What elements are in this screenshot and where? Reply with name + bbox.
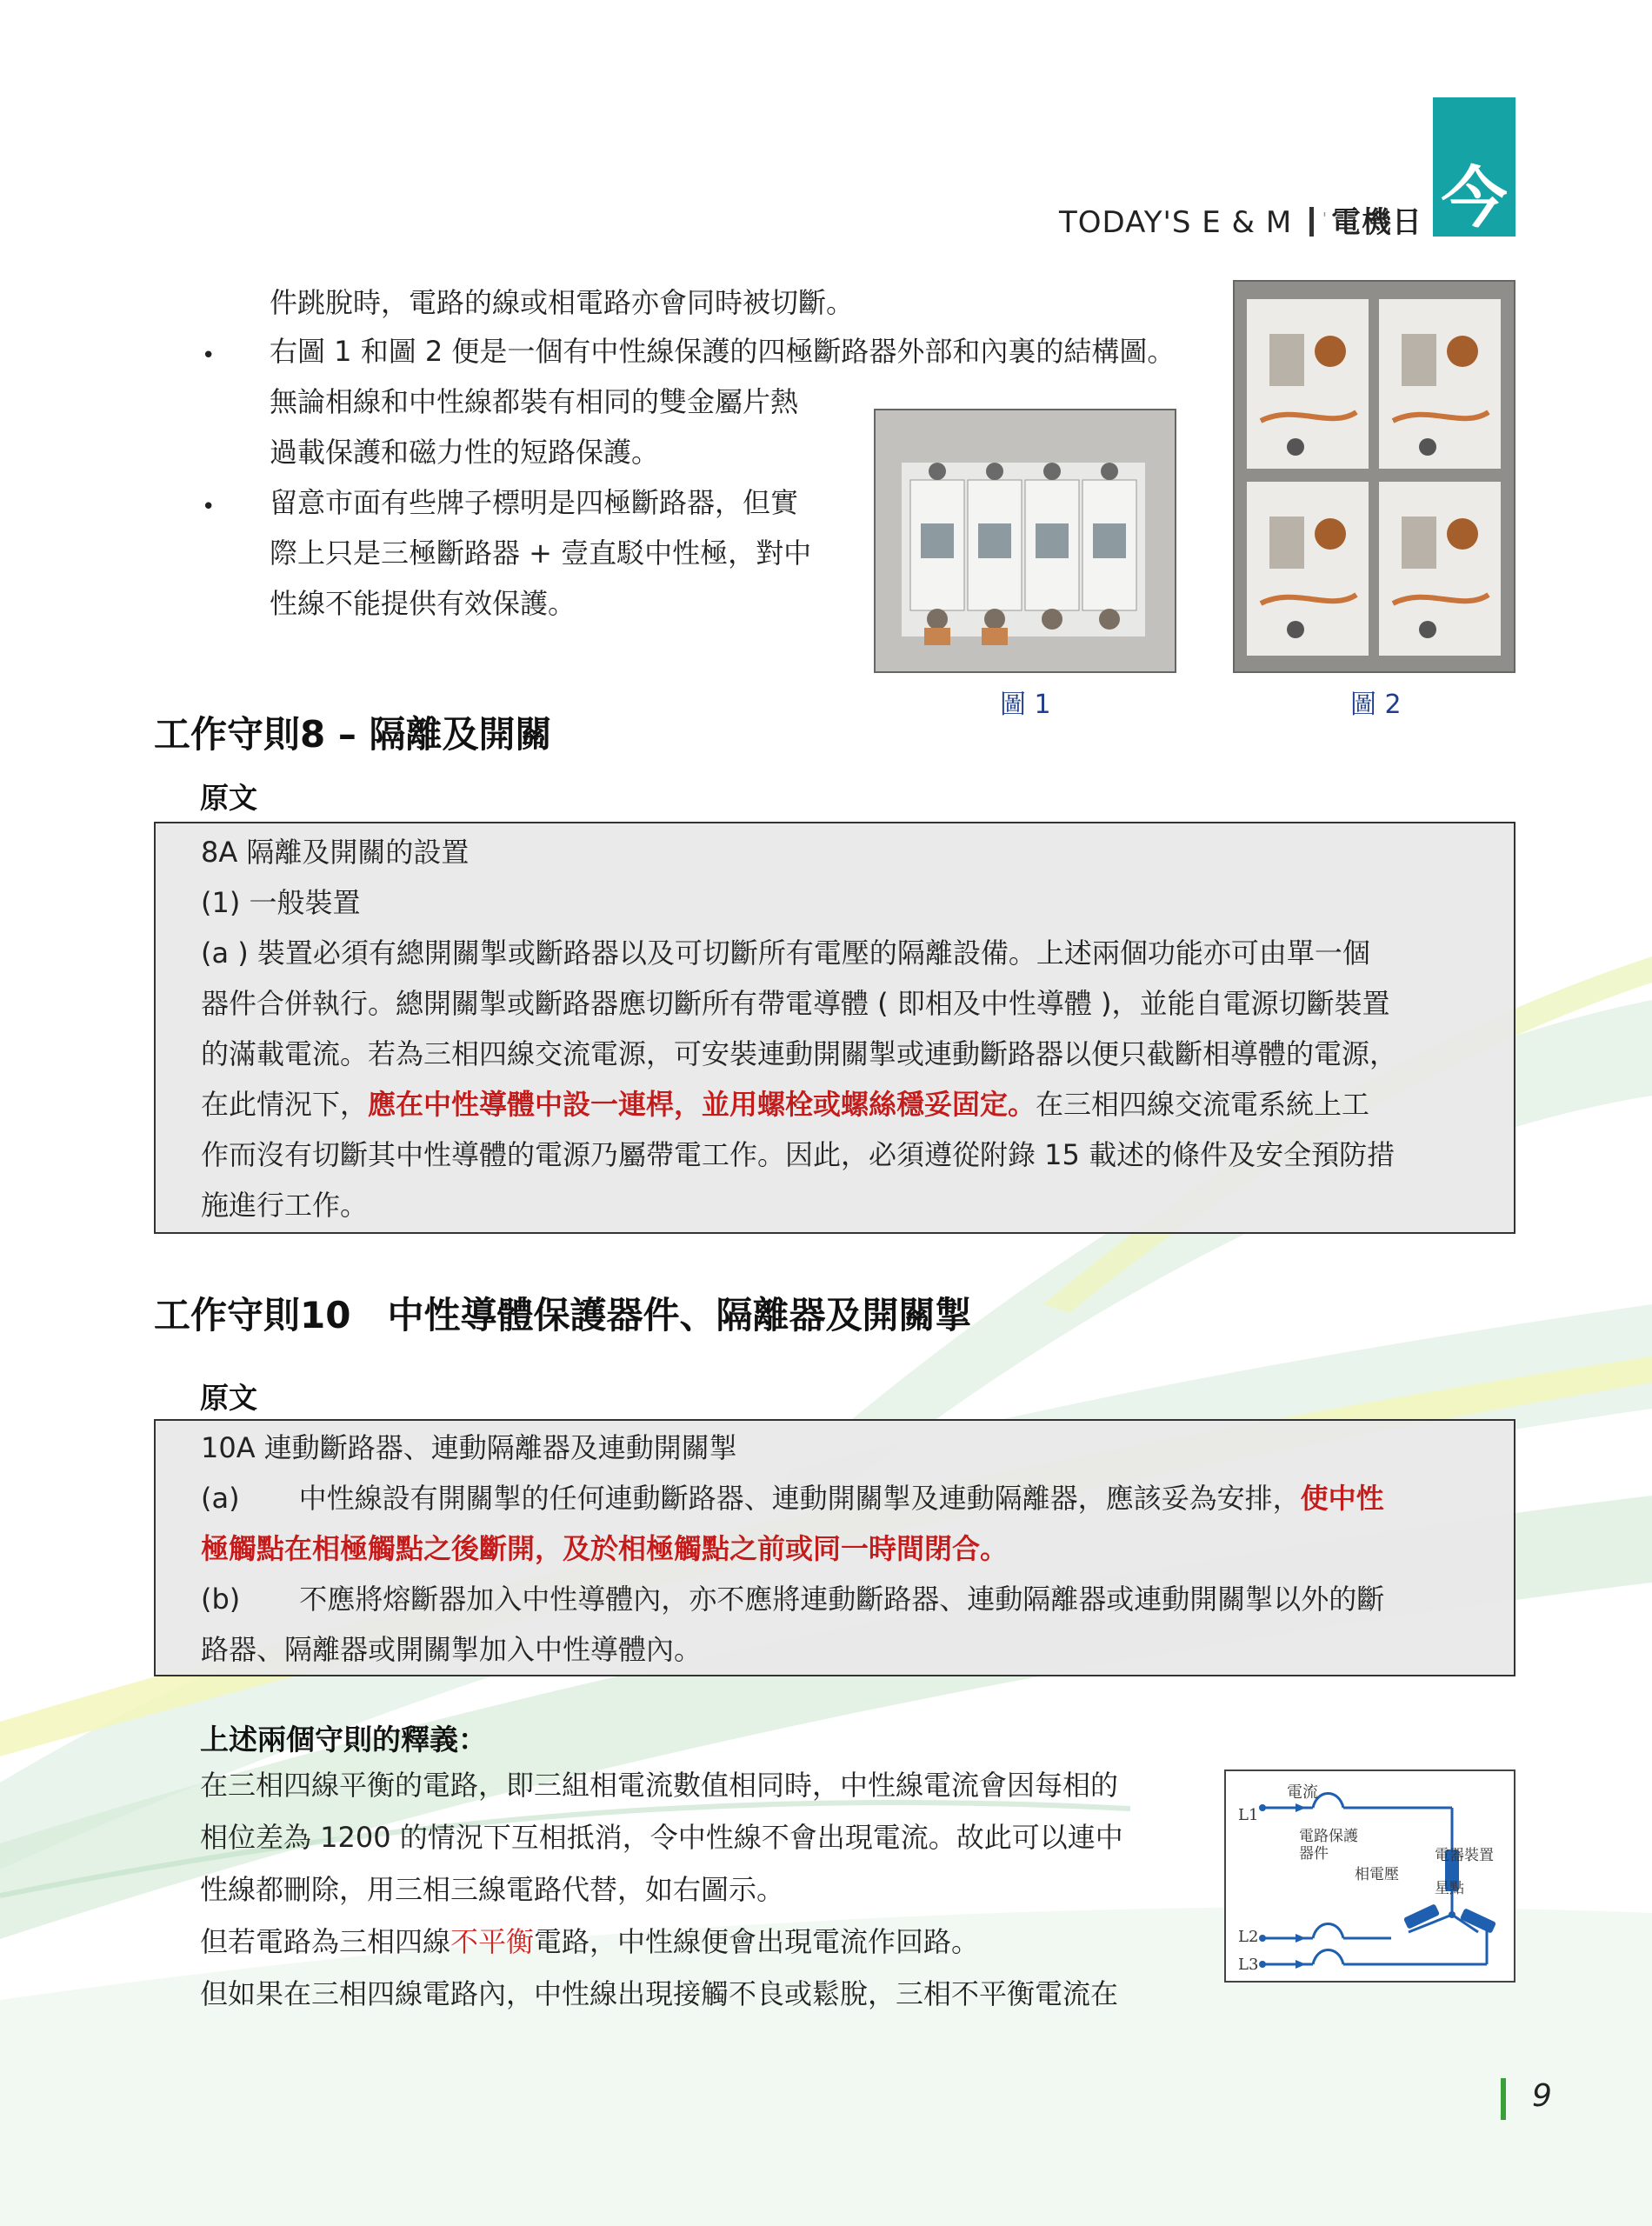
s10-line-1: 10A 連動斷路器、連動隔離器及連動開關掣 bbox=[201, 1431, 737, 1464]
explain-line-4-highlight: 不平衡 bbox=[450, 1925, 535, 1958]
s10-line-2 bbox=[201, 1473, 1384, 1523]
s8-line-6-pre: 在此情況下， bbox=[201, 1088, 369, 1121]
s10-line-2-highlight: 使中性 bbox=[1300, 1482, 1384, 1515]
explain-line-5: 但如果在三相四線電路內，中性線出現接觸不良或鬆脫，三相不平衡電流在 bbox=[200, 1977, 1119, 2010]
header-title bbox=[1059, 198, 1422, 241]
page-number: 9 bbox=[1532, 2078, 1552, 2114]
s8-line-6-highlight: 應在中性導體中設一連桿，並用螺栓或螺絲穩妥固定。 bbox=[368, 1088, 1036, 1121]
breaker-exterior-image bbox=[876, 410, 1175, 671]
s8-line-3: (a ) 裝置必須有總開關掣或斷路器以及可切斷所有電壓的隔離設備。上述兩個功能亦可由單一個 bbox=[201, 936, 1370, 970]
section10-heading: 工作守則10 中性導體保護器件、隔離器及開關掣 bbox=[154, 1294, 972, 1336]
bullet1-line-1: 右圖 1 和圖 2 便是一個有中性線保護的四極斷路器外部和內裏的結構圖。 bbox=[270, 335, 1176, 368]
s10-line-4 bbox=[201, 1574, 1384, 1624]
bullet-icon: • bbox=[202, 343, 216, 369]
explain-line-3: 性線都刪除，用三相三線電路代替，如右圖示。 bbox=[200, 1873, 785, 1906]
header-mark: ' bbox=[1322, 210, 1328, 228]
bullet2-line-3: 性線不能提供有效保護。 bbox=[270, 587, 576, 620]
diagram-label-current: 電流 bbox=[1287, 1783, 1318, 1802]
s8-line-5: 的滿載電流。若為三相四線交流電源，可安裝連動開關掣或連動斷路器以便只截斷相導體的電源， bbox=[201, 1037, 1398, 1070]
intro-line-1: 件跳脫時，電路的線或相電路亦會同時被切斷。 bbox=[270, 286, 855, 319]
section8-quote-box bbox=[154, 822, 1515, 1234]
header-tab bbox=[1433, 97, 1515, 237]
s10-line-4-text: 不應將熔斷器加入中性導體內，亦不應將連動斷路器、連動隔離器或連動開關掣以外的斷 bbox=[299, 1583, 1385, 1616]
header-title-en: TODAY'S E & M bbox=[1059, 205, 1293, 240]
diagram-label-l1: L1 bbox=[1238, 1806, 1259, 1824]
section8-subheading: 原文 bbox=[200, 781, 257, 815]
s8-line-4: 器件合併執行。總開關掣或斷路器應切斷所有帶電導體 ( 即相及中性導體 )，並能自電源切斷裝置 bbox=[201, 987, 1390, 1020]
figure-1-caption: 圖 1 bbox=[1000, 690, 1051, 720]
figure-2-caption: 圖 2 bbox=[1350, 690, 1402, 720]
bullet1-line-2: 無論相線和中性線都裝有相同的雙金屬片熱 bbox=[270, 385, 799, 418]
figure-2-photo bbox=[1233, 280, 1515, 673]
explain-heading: 上述兩個守則的釋義： bbox=[200, 1723, 487, 1756]
page-number-bar bbox=[1501, 2078, 1506, 2120]
bullet-icon: • bbox=[202, 494, 216, 520]
header-title-zh: 電機日 bbox=[1330, 205, 1422, 240]
breaker-interior-image bbox=[1235, 282, 1514, 671]
bullet2-line-2: 際上只是三極斷路器 + 壹直駁中性極，對中 bbox=[270, 537, 812, 570]
diagram-label-l3: L3 bbox=[1238, 1956, 1259, 1974]
diagram-label-device: 器件 bbox=[1299, 1845, 1329, 1863]
s10-line-2-label: (a) bbox=[201, 1482, 240, 1515]
explain-line-4-pre: 但若電路為三相四線 bbox=[200, 1925, 451, 1958]
s8-line-7: 作而沒有切斷其中性導體的電源乃屬帶電工作。因此，必須遵從附錄 15 載述的條件及安全預防措 bbox=[201, 1138, 1396, 1171]
header-divider bbox=[1309, 207, 1314, 237]
figure-1-photo bbox=[874, 409, 1176, 673]
explain-line-4-post: 電路，中性線便會出現電流作回路。 bbox=[534, 1925, 980, 1958]
s10-line-3-highlight: 極觸點在相極觸點之後斷開，及於相極觸點之前或同一時間閉合。 bbox=[201, 1532, 1009, 1565]
diagram-label-star: 星點 bbox=[1435, 1880, 1464, 1897]
s10-line-4-label: (b) bbox=[201, 1583, 241, 1616]
s8-line-6 bbox=[201, 1079, 1369, 1130]
diagram-label-appliance: 電器裝置 bbox=[1435, 1847, 1494, 1864]
section10-subheading: 原文 bbox=[200, 1381, 257, 1415]
explain-line-4 bbox=[200, 1917, 979, 1966]
s10-line-5: 路器、隔離器或開關掣加入中性導體內。 bbox=[201, 1633, 703, 1666]
section8-heading: 工作守則8 – 隔離及開關 bbox=[154, 713, 552, 756]
bullet1-line-3: 過載保護和磁力性的短路保護。 bbox=[270, 436, 660, 469]
diagram-label-l2: L2 bbox=[1238, 1928, 1259, 1946]
s10-line-2-text: 中性線設有開關掣的任何連動斷路器、連動開關掣及連動隔離器，應該妥為安排， bbox=[298, 1482, 1301, 1515]
header-tab-glyph: 今 bbox=[1441, 159, 1508, 237]
section10-quote-box bbox=[154, 1419, 1515, 1676]
explain-line-1: 在三相四線平衡的電路，即三組相電流數值相同時，中性線電流會因每相的 bbox=[200, 1769, 1119, 1802]
diagram-label-phase-voltage: 相電壓 bbox=[1355, 1866, 1399, 1883]
s8-line-8: 施進行工作。 bbox=[201, 1189, 369, 1222]
s8-line-6-post: 在三相四線交流電系統上工 bbox=[1036, 1088, 1370, 1121]
explain-line-2: 相位差為 1200 的情況下互相抵消，令中性線不會出現電流。故此可以連中 bbox=[200, 1821, 1123, 1854]
s8-line-1: 8A 隔離及開關的設置 bbox=[201, 836, 470, 869]
diagram-label-protect: 電路保護 bbox=[1299, 1828, 1358, 1845]
s8-line-2: (1) 一般裝置 bbox=[201, 886, 361, 919]
bullet2-line-1: 留意市面有些牌子標明是四極斷路器，但實 bbox=[270, 486, 799, 519]
three-phase-diagram bbox=[1224, 1769, 1515, 1983]
